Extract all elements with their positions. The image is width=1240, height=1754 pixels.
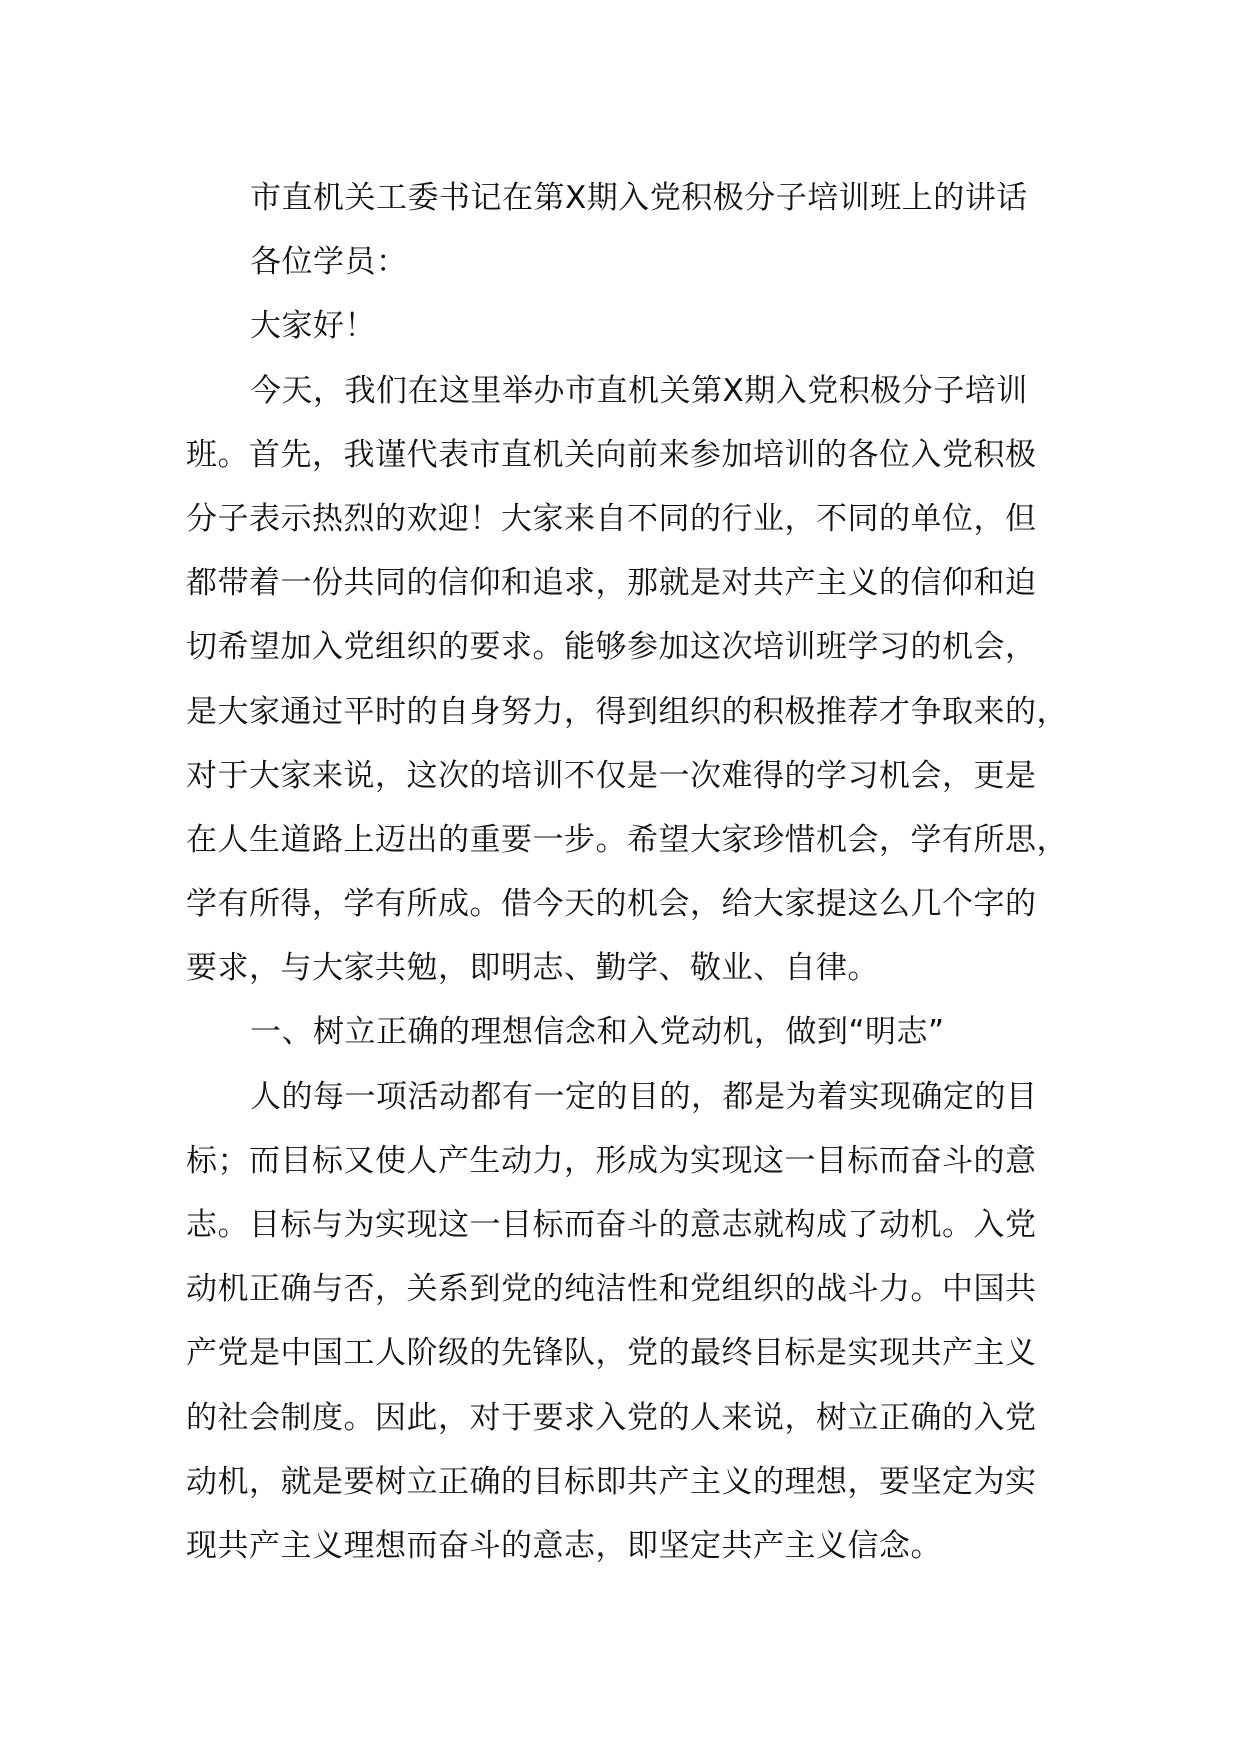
paragraph-1 (186, 359, 1086, 1001)
paragraph-line: 产党是中国工人阶级的先锋队，党的最终目标是实现共产主义 (186, 1335, 1037, 1372)
paragraph-line: 分子表示热烈的欢迎！大家来自不同的行业，不同的单位，但 (186, 500, 1037, 537)
paragraph-line: 志。目标与为实现这一目标而奋斗的意志就构成了动机。入党 (186, 1207, 1037, 1243)
paragraph-line: 人的每一项活动都有一定的目的，都是为着实现确定的目 (250, 1078, 1038, 1115)
paragraph-line: 要求，与大家共勉，即明志、勤学、敬业、自律。 (186, 950, 879, 987)
salutation: 各位学员： (250, 244, 408, 281)
document-page (186, 166, 1086, 1578)
paragraph-line: 的社会制度。因此，对于要求入党的人来说，树立正确的入党 (186, 1399, 1037, 1436)
paragraph-line: 对于大家来说，这次的培训不仅是一次难得的学习机会，更是 (186, 757, 1037, 794)
paragraph-line: 都带着一份共同的信仰和追求，那就是对共产主义的信仰和迫 (186, 565, 1037, 602)
paragraph-line: 切希望加入党组织的要求。能够参加这次培训班学习的机会， (186, 629, 1037, 666)
paragraph-2 (186, 1065, 1086, 1579)
paragraph-line: 动机，就是要树立正确的目标即共产主义的理想，要坚定为实 (186, 1463, 1037, 1500)
paragraph-line: 今天，我们在这里举办市直机关第Ⅹ期入党积极分子培训 (250, 372, 1028, 409)
paragraph-line: 学有所得，学有所成。借今天的机会，给大家提这么几个字的 (186, 886, 1037, 923)
greeting: 大家好！ (250, 308, 376, 345)
paragraph-line: 班。首先，我谨代表市直机关向前来参加培训的各位入党积极 (186, 436, 1037, 473)
paragraph-line: 在人生道路上迈出的重要一步。希望大家珍惜机会，学有所思， (186, 821, 1068, 858)
document-title: 市直机关工委书记在第Ⅹ期入党积极分子培训班上的讲话 (250, 180, 1028, 216)
paragraph-line: 标；而目标又使人产生动力，形成为实现这一目标而奋斗的意 (186, 1142, 1037, 1179)
section-heading: 一、树立正确的理想信念和入党动机，做到“明志” (250, 1014, 945, 1051)
paragraph-line: 现共产主义理想而奋斗的意志，即坚定共产主义信念。 (186, 1527, 942, 1564)
paragraph-line: 是大家通过平时的自身努力，得到组织的积极推荐才争取来的， (186, 693, 1068, 730)
paragraph-line: 动机正确与否，关系到党的纯洁性和党组织的战斗力。中国共 (186, 1271, 1037, 1308)
